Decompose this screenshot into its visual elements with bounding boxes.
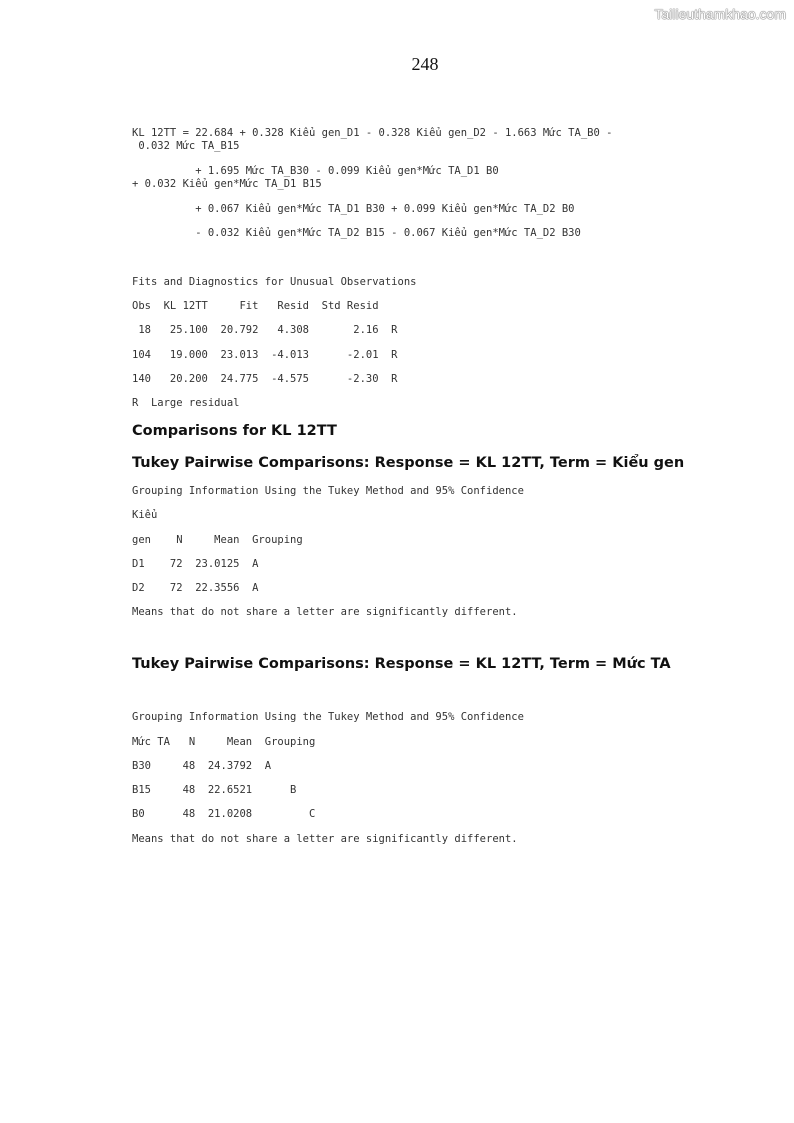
unusual-row: 104 19.000 23.013 -4.013 -2.01 R bbox=[132, 349, 398, 361]
tukey-gen-header-1: Kiểu bbox=[132, 509, 158, 521]
regression-line-3: + 1.695 Mức TA_B30 - 0.099 Kiểu gen*Mức TA_D1 B0 bbox=[132, 165, 499, 177]
regression-line-2: 0.032 Mức TA_B15 bbox=[132, 140, 240, 152]
tukey-gen-row: D2 72 22.3556 A bbox=[132, 582, 259, 594]
tukey-gen-info: Grouping Information Using the Tukey Method and 95% Confidence bbox=[132, 485, 524, 497]
unusual-row: 18 25.100 20.792 4.308 2.16 R bbox=[132, 324, 398, 336]
tukey-gen-heading: Tukey Pairwise Comparisons: Response = KL 12TT, Term = Kiểu gen bbox=[132, 455, 685, 471]
unusual-title: Fits and Diagnostics for Unusual Observations bbox=[132, 276, 417, 288]
unusual-row: 140 20.200 24.775 -4.575 -2.30 R bbox=[132, 373, 398, 385]
tukey-ta-row: B15 48 22.6521 B bbox=[132, 784, 297, 796]
unusual-legend: R Large residual bbox=[132, 397, 240, 409]
tukey-ta-row: B30 48 24.3792 A bbox=[132, 760, 272, 772]
watermark: Tailieuthamkhao.com bbox=[654, 6, 786, 22]
comparisons-heading: Comparisons for KL 12TT bbox=[132, 423, 337, 439]
tukey-gen-note: Means that do not share a letter are significantly different. bbox=[132, 606, 518, 618]
tukey-ta-row: B0 48 21.0208 C bbox=[132, 808, 316, 820]
tukey-ta-header: Mức TA N Mean Grouping bbox=[132, 736, 316, 748]
regression-line-1: KL 12TT = 22.684 + 0.328 Kiểu gen_D1 - 0.328 Kiểu gen_D2 - 1.663 Mức TA_B0 - bbox=[132, 127, 613, 139]
tukey-ta-info: Grouping Information Using the Tukey Method and 95% Confidence bbox=[132, 711, 524, 723]
regression-line-4: + 0.032 Kiểu gen*Mức TA_D1 B15 bbox=[132, 178, 322, 190]
tukey-gen-header-2: gen N Mean Grouping bbox=[132, 534, 303, 546]
tukey-ta-note: Means that do not share a letter are significantly different. bbox=[132, 833, 518, 845]
tukey-ta-heading: Tukey Pairwise Comparisons: Response = KL 12TT, Term = Mức TA bbox=[132, 656, 671, 672]
regression-line-5: + 0.067 Kiểu gen*Mức TA_D1 B30 + 0.099 Kiểu gen*Mức TA_D2 B0 bbox=[132, 203, 575, 215]
regression-line-6: - 0.032 Kiểu gen*Mức TA_D2 B15 - 0.067 Kiểu gen*Mức TA_D2 B30 bbox=[132, 227, 581, 239]
tukey-gen-row: D1 72 23.0125 A bbox=[132, 558, 259, 570]
page-number: 248 bbox=[411, 54, 439, 74]
unusual-header: Obs KL 12TT Fit Resid Std Resid bbox=[132, 300, 379, 312]
